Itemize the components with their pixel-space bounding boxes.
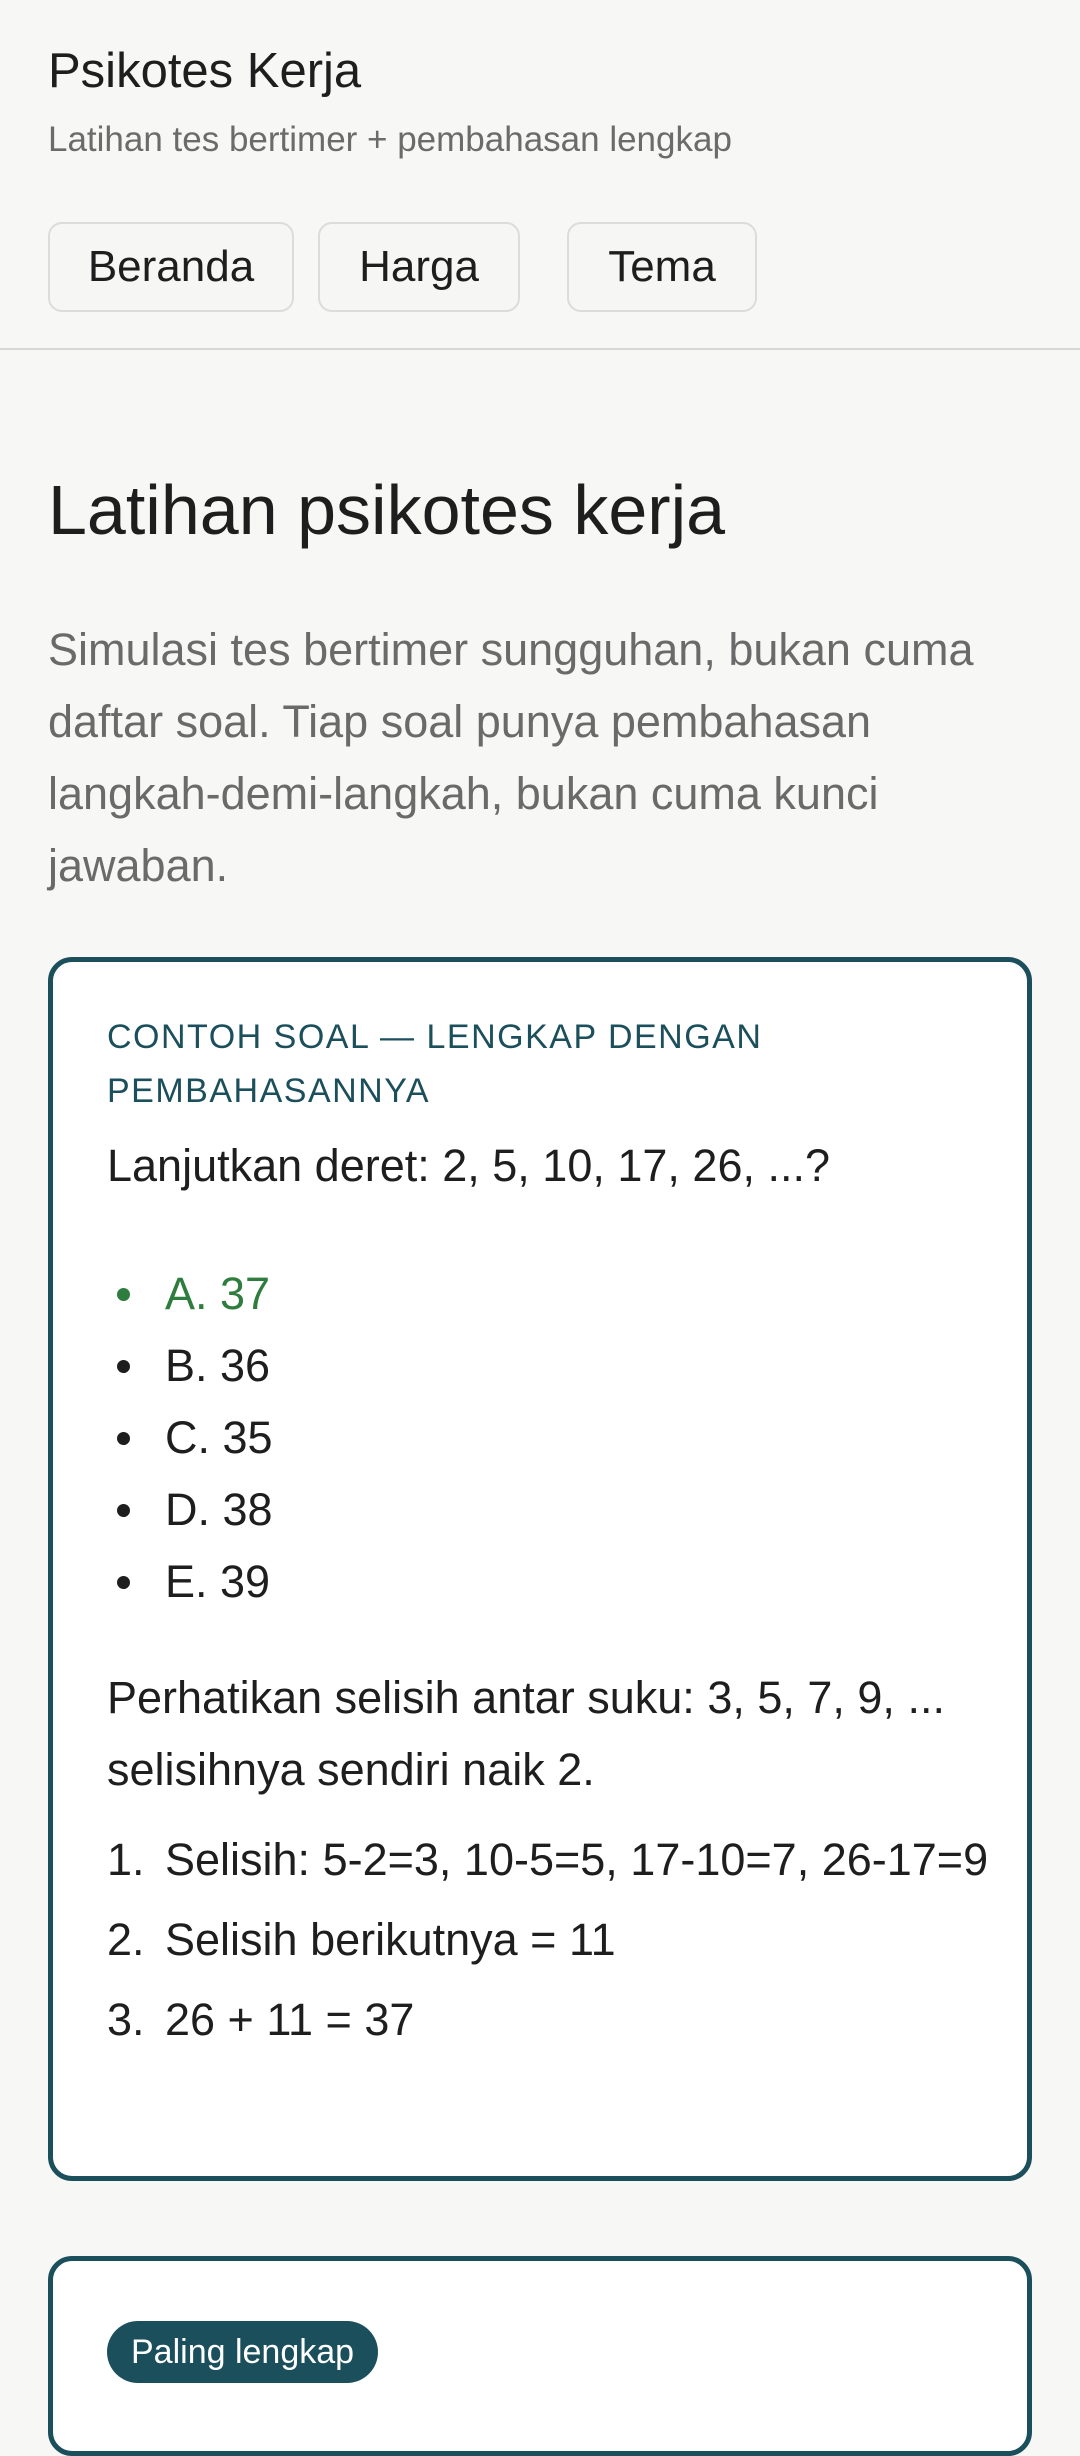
option-label: E. 39	[165, 1556, 271, 1607]
option-label: A. 37	[165, 1268, 271, 1319]
nav-harga-button[interactable]: Harga	[318, 222, 520, 312]
solution-steps	[107, 1824, 997, 2064]
site-tagline: Latihan tes bertimer + pembahasan lengkap	[48, 120, 732, 159]
explanation-text: Perhatikan selisih antar suku: 3, 5, 7, 9, ... selisihnya sendiri naik 2.	[107, 1672, 945, 1795]
page-title: Latihan psikotes kerja	[48, 471, 726, 549]
sample-question-card	[48, 957, 1032, 2181]
bullet-icon	[117, 1360, 130, 1373]
solution-step	[107, 1904, 997, 1976]
option-b	[107, 1330, 273, 1402]
status-badge: Paling lengkap	[107, 2321, 378, 2383]
option-e	[107, 1546, 273, 1618]
step-text: 26 + 11 = 37	[165, 1994, 415, 2045]
step-number: 1.	[107, 1834, 145, 1885]
option-label: B. 36	[165, 1340, 271, 1391]
bullet-icon	[117, 1576, 130, 1589]
site-header	[0, 0, 1080, 350]
plan-card	[48, 2256, 1032, 2456]
card-eyebrow: CONTOH SOAL — LENGKAP DENGAN PEMBAHASANNYA	[107, 1018, 763, 1110]
option-label: C. 35	[165, 1412, 273, 1463]
bullet-icon	[117, 1288, 130, 1301]
nav-beranda-button[interactable]: Beranda	[48, 222, 294, 312]
intro-text: Simulasi tes bertimer sungguhan, bukan cuma daftar soal. Tiap soal punya pembahasan langkah-demi-langkah, bukan cuma kunci jawaban.	[48, 624, 974, 891]
step-text: Selisih: 5-2=3, 10-5=5, 17-10=7, 26-17=9	[165, 1834, 989, 1885]
bullet-icon	[117, 1432, 130, 1445]
option-label: D. 38	[165, 1484, 273, 1535]
solution-step	[107, 1824, 997, 1896]
step-number: 2.	[107, 1914, 145, 1965]
bullet-icon	[117, 1504, 130, 1517]
option-d	[107, 1474, 273, 1546]
solution-step	[107, 1984, 997, 2056]
question-text: Lanjutkan deret: 2, 5, 10, 17, 26, ...?	[107, 1140, 831, 1191]
step-number: 3.	[107, 1994, 145, 2045]
site-title[interactable]: Psikotes Kerja	[48, 44, 362, 98]
option-a	[107, 1258, 273, 1330]
nav-tema-button[interactable]: Tema	[567, 222, 757, 312]
step-text: Selisih berikutnya = 11	[165, 1914, 616, 1965]
answer-options	[107, 1258, 273, 1618]
option-c	[107, 1402, 273, 1474]
